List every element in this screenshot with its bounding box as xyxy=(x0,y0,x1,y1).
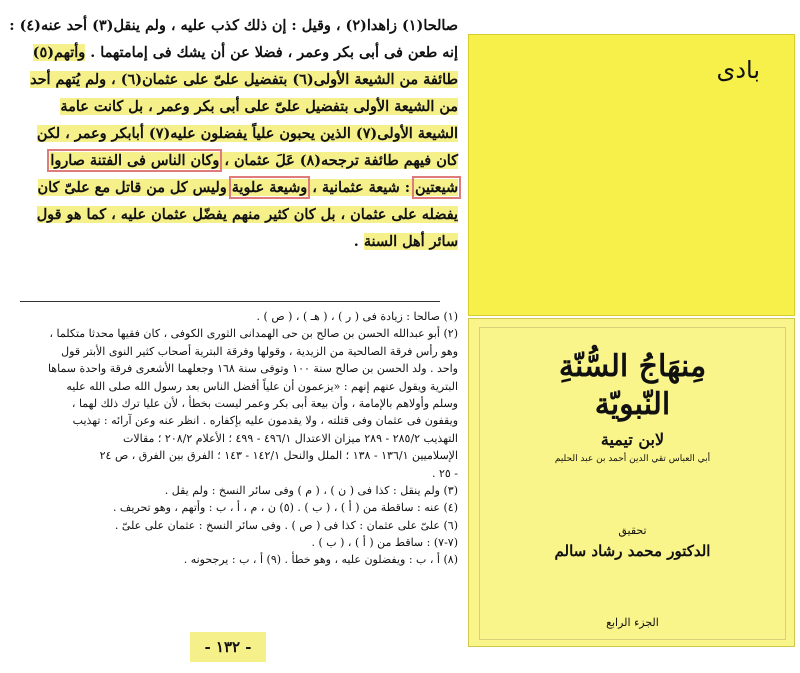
footnote-line: التهذيب ٢٨٥/٢ - ٢٨٩ ميزان الاعتدال ٤٩٦/١ - ٤٩٩ ؛ الأعلام ٢٠٨/٢ ؛ مقالات xyxy=(122,431,458,445)
main-text-line xyxy=(14,147,458,174)
highlighted-text: الذين يحبون علياً يفضلون عليه xyxy=(170,125,356,142)
highlighted-text: (٦) xyxy=(292,71,314,88)
text-segment: : xyxy=(9,17,20,34)
footnote-line: (٤) عنه : ساقطة من ( أ ) ، ( ب ) . (٥) ن ، م ، أ ، ب : وأتهم ، وهو تحريف . xyxy=(112,501,458,515)
highlighted-text: (٦) xyxy=(120,71,143,88)
footnote-line: واحد . ولد الحسن بن صالح سنة ١٠٠ وتوفى سنة ١٦٨ وجعلهما الأشعرى فرقة واحدة سماها xyxy=(47,362,458,376)
cover-title xyxy=(480,348,785,424)
footnote-line: - ٢٥ . xyxy=(431,466,458,480)
footnote-line: ويقفون فى عثمان وفى قتلته ، ولا يقدمون عليه بإكفاره . انظر عنه وعن آرائه : تهذيب xyxy=(72,414,458,428)
cover-tahqiq: تحقيق xyxy=(618,524,647,537)
text-segment: إنه طعن فى أبى بكر وعمر ، فضلا عن أن يشك فى إمامتهما . xyxy=(85,44,458,61)
cover-author-subtitle: أبي العباس تقي الدين أحمد بن عبد الحليم xyxy=(554,454,711,464)
book-cover xyxy=(468,318,795,647)
highlighted-text: وليس كل من قاتل مع علىّ كان xyxy=(37,179,232,196)
highlighted-text: سائر أهل السنة xyxy=(363,233,458,250)
highlighted-text: كان فيهم طائفة ترجحه xyxy=(321,152,458,169)
highlighted-text: عَلَ عثمان ، xyxy=(219,152,300,169)
main-text xyxy=(9,12,458,255)
panel-label: بادى xyxy=(716,56,760,84)
footnote-line: وهو رأس فرقة الصالحية من الزيدية ، وقولها وفرقة البترية أصحاب كثير النوى الأبتر قول xyxy=(61,344,458,358)
text-segment: (٣) xyxy=(92,17,114,34)
main-text-line xyxy=(14,39,458,66)
main-text-line xyxy=(14,174,458,201)
footnote-divider xyxy=(20,301,440,302)
boxed-highlight: وشيعة علوية xyxy=(231,179,308,196)
highlighted-text: (٨) xyxy=(299,152,322,169)
footnote-line: البترية ويقول عنهم إنهم : «يزعمون أن علياً أفضل الناس بعد رسول الله صلى الله عليه xyxy=(66,379,458,393)
footnote-line: الإسلاميين ١٣٦/١ - ١٣٨ ؛ الملل والنحل ١٤٢/١ - ١٤٣ ؛ الفرق بين الفرق ، ص ٢٤ xyxy=(99,449,458,463)
highlighted-text: (٧) xyxy=(355,125,378,142)
footnote-line: وسلم وأولاهم بالإمامة ، وأن بيعة أبى بكر وعمر ليست بخطأ ، لأن عليا ترك ذلك لهما ، xyxy=(71,396,458,410)
main-text-line xyxy=(14,228,458,255)
highlighted-text: : شيعة عثمانية ، xyxy=(307,179,416,196)
cover-title-line1: مِنهَاجُ السُّنّةِ xyxy=(558,349,707,384)
footnote-line: (٧-٧) : ساقط من ( أ ) ، ( ب ) . xyxy=(311,536,458,550)
text-segment: أحد عنه xyxy=(40,17,93,34)
main-text-line xyxy=(14,120,458,147)
highlighted-text: يفضله على عثمان ، بل كان كثير منهم يفضّل عثمان عليه ، كما هو قول xyxy=(36,206,458,223)
footnote-line: (٨) أ ، ب : ويفضلون عليه ، وهو خطأ . (٩) أ ، ب : يرجحونه . xyxy=(183,553,458,567)
main-text-line xyxy=(14,93,458,120)
main-text-line xyxy=(14,201,458,228)
highlighted-text: من الشيعة الأولى بتفضيل علىّ على أبى بكر وعمر ، بل كانت عامة xyxy=(60,98,458,115)
cover-title-line2: النّبويّة xyxy=(594,387,671,422)
highlighted-text: (٥) xyxy=(32,44,55,61)
cover-volume: الجزء الرابع xyxy=(606,616,659,629)
highlighted-text: أبابكر وعمر ، لكن xyxy=(36,125,149,142)
footnote-line: (٦) علىّ على عثمان : كذا فى ( ص ) . وفى سائر النسخ : عثمان على علىّ . xyxy=(114,518,458,532)
text-segment: زاهدا xyxy=(366,17,402,34)
highlighted-text: الشيعة الأولى xyxy=(377,125,458,142)
text-segment: (١) xyxy=(401,17,424,34)
highlighted-text: وأتهم xyxy=(54,44,86,61)
footnote-line: (٢) أبو عبدالله الحسن بن صالح بن حى الهمدانى الثورى الكوفى ، كان فقيها محدثا متكلما ، xyxy=(49,327,458,341)
text-segment: (٤) xyxy=(19,17,41,34)
boxed-highlight: شيعتين xyxy=(415,179,458,196)
footnotes xyxy=(14,308,458,569)
highlighted-text: (٧) xyxy=(148,125,171,142)
footnote-line: (٣) ولم ينقل : كذا فى ( ن ) ، ( م ) وفى سائر النسخ : ولم يقل . xyxy=(164,483,458,497)
footnote-line: (١) صالحا : زيادة فى ( ر ) ، ( هـ ) ، ( ص ) . xyxy=(256,310,458,323)
main-text-line xyxy=(14,66,458,93)
text-segment: ، وقيل : إن ذلك كذب عليه ، ولم ينقل xyxy=(113,17,346,34)
cover-author: لابن تيمية xyxy=(600,430,665,449)
boxed-highlight: وكان الناس فى الفتنة صاروا xyxy=(50,152,220,169)
main-text-line xyxy=(9,12,458,39)
text-segment: . xyxy=(353,233,364,250)
cover-frame xyxy=(479,327,786,640)
cover-editor: الدكتور محمد رشاد سالم xyxy=(554,542,711,560)
page-number: - ١٣٢ - xyxy=(190,632,266,662)
highlighted-text: بتفضيل علىّ على عثمان xyxy=(142,71,293,88)
highlighted-text: ، ولم يُتهم أحد xyxy=(30,71,121,88)
text-segment: صالحا xyxy=(423,17,458,34)
highlighted-text: طائفة من الشيعة الأولى xyxy=(313,71,458,88)
text-segment: (٢) xyxy=(345,17,367,34)
